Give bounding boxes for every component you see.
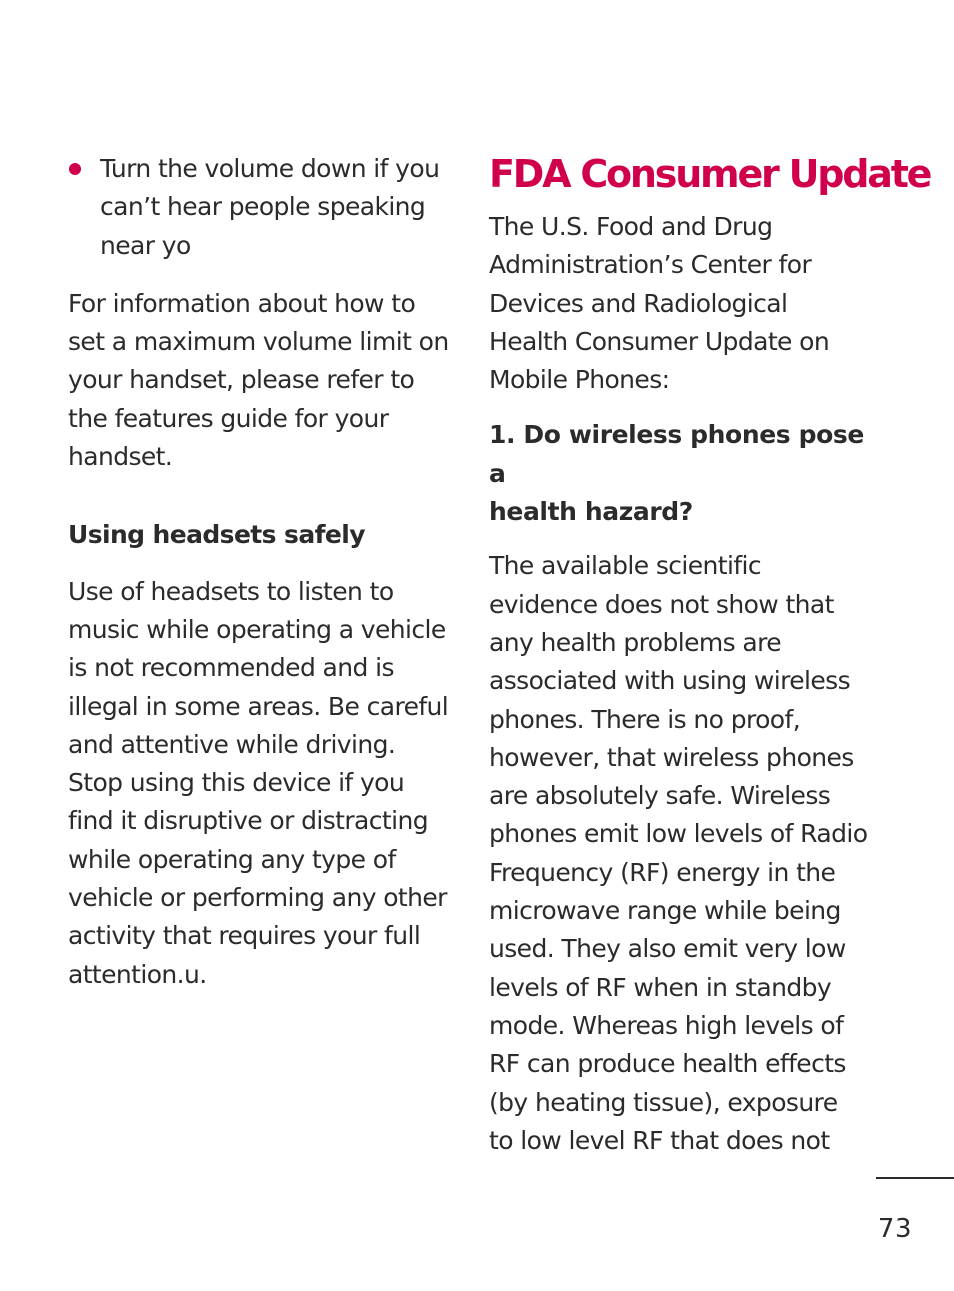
volume-info-paragraph: For information about how to set a maximum volume limit on your handset, please refer to the features guide for your handset.	[68, 288, 449, 472]
headsets-heading: Using headsets safely	[68, 520, 365, 550]
answer-1-paragraph: The available scientific evidence does not show that any health problems are associated with using wireless phones. There is no proof, however, that wireless phones are absolutely safe. Wireless phones emit low levels of Radio Frequency (RF) energy in the microwave range while being used. They also emit very low levels of RF when in standby mode. Whereas high levels of RF can produce health effects (by heating tissue), exposure to low level RF that does not	[489, 551, 868, 1155]
bullet-item-volume	[68, 150, 460, 265]
bullet-dot-icon	[69, 163, 81, 175]
bullet-text: Turn the volume down if you can’t hear people speaking near yo	[100, 154, 440, 260]
fda-title: FDA Consumer Update	[489, 152, 931, 196]
page-number: 73	[877, 1214, 912, 1244]
footer-rule	[876, 1177, 954, 1179]
right-column	[489, 150, 931, 1160]
headsets-paragraph: Use of headsets to listen to music while operating a vehicle is not recommended and is illegal in some areas. Be careful and attentive while driving. Stop using this device if you find it disruptive or distracting while operating any type of vehicle or performing any other activity that requires your full attention.u.	[68, 576, 449, 989]
question-1-heading: 1. Do wireless phones pose a health hazard?	[489, 420, 864, 527]
left-column	[68, 150, 460, 994]
fda-intro-paragraph: The U.S. Food and Drug Administration’s Center for Devices and Radiological Health Consumer Update on Mobile Phones:	[489, 212, 830, 395]
